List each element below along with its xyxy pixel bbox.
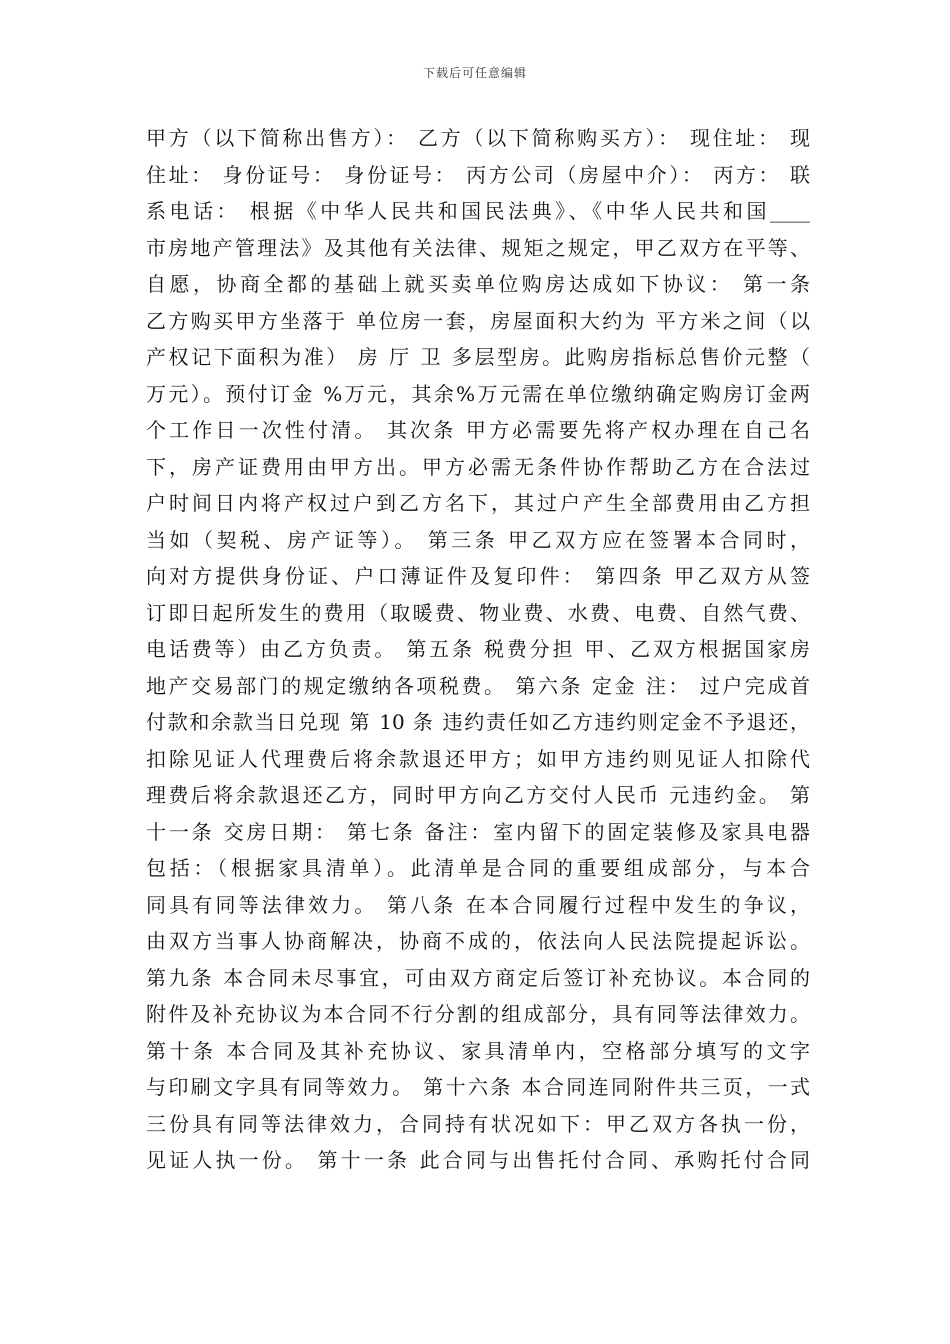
text-line: 住址： 身份证号： 身份证号： 丙方公司（房屋中介）： 丙方： 联	[146, 162, 810, 187]
text-line: 与印刷文字具有同等效力。 第十六条 本合同连同附件共三页，一式	[146, 1075, 810, 1099]
text-line: 包括：（根据家具清单）。此清单是合同的重要组成部分，与本合	[146, 856, 810, 880]
page-header-note: 下载后可任意编辑	[422, 66, 527, 80]
text-line: 三份具有同等法律效力，合同持有状况如下：甲乙双方各执一份，	[146, 1111, 810, 1136]
text-line: 万元）。预付订金 %万元，其余%万元需在单位缴纳确定购房订金两	[146, 381, 810, 406]
text-line: 扣除见证人代理费后将余款退还甲方；如甲方违约则见证人扣除代	[146, 746, 810, 771]
text-line: 系电话： 根据《中华人民共和国民法典》、《中华人民共和国____	[146, 199, 810, 223]
text-line: 市房地产管理法》及其他有关法律、规矩之规定，甲乙双方在平等、	[146, 235, 810, 260]
text-line: 理费后将余款退还乙方，同时甲方向乙方交付人民币 元违约金。 第	[146, 783, 810, 807]
text-line: 第十条 本合同及其补充协议、家具清单内，空格部分填写的文字	[146, 1038, 810, 1063]
contract-body	[146, 120, 810, 1179]
text-line: 甲方（以下简称出售方）： 乙方（以下简称购买方）： 现住址： 现	[146, 126, 810, 150]
text-line: 个工作日一次性付清。 其次条 甲方必需要先将产权办理在自己名	[146, 418, 810, 442]
text-line: 自愿，协商全都的基础上就买卖单位购房达成如下协议： 第一条	[146, 272, 810, 296]
text-line: 乙方购买甲方坐落于 单位房一套，房屋面积大约为 平方米之间（以	[146, 308, 810, 333]
text-line: 户时间日内将产权过户到乙方名下，其过户产生全部费用由乙方担	[146, 491, 810, 515]
text-line: 向对方提供身份证、户口薄证件及复印件： 第四条 甲乙双方从签	[146, 564, 810, 588]
text-line: 下，房产证费用由甲方出。甲方必需无条件协作帮助乙方在合法过	[146, 454, 810, 479]
text-line: 订即日起所发生的费用（取暖费、物业费、水费、电费、自然气费、	[146, 600, 810, 625]
text-line: 地产交易部门的规定缴纳各项税费。 第六条 定金 注： 过户完成首	[146, 673, 810, 698]
text-line: 十一条 交房日期： 第七条 备注：室内留下的固定装修及家具电器	[146, 819, 810, 844]
text-line: 当如（契税、房产证等）。 第三条 甲乙双方应在签署本合同时，	[146, 527, 810, 552]
text-line: 见证人执一份。 第十一条 此合同与出售托付合同、承购托付合同	[146, 1148, 810, 1172]
text-line: 第九条 本合同未尽事宜，可由双方商定后签订补充协议。本合同的	[146, 965, 810, 990]
text-line: 电话费等）由乙方负责。 第五条 税费分担 甲、乙双方根据国家房	[146, 637, 810, 661]
text-line: 产权记下面积为准） 房 厅 卫 多层型房。此购房指标总售价元整（	[146, 345, 810, 369]
text-line: 由双方当事人协商解决，协商不成的，依法向人民法院提起诉讼。	[146, 929, 810, 953]
text-line: 同具有同等法律效力。 第八条 在本合同履行过程中发生的争议，	[146, 892, 810, 917]
text-line: 付款和余款当日兑现 第 10 条 违约责任如乙方违约则定金不予退还，	[146, 710, 810, 734]
text-line: 附件及补充协议为本合同不行分割的组成部分，具有同等法律效力。	[146, 1002, 810, 1026]
